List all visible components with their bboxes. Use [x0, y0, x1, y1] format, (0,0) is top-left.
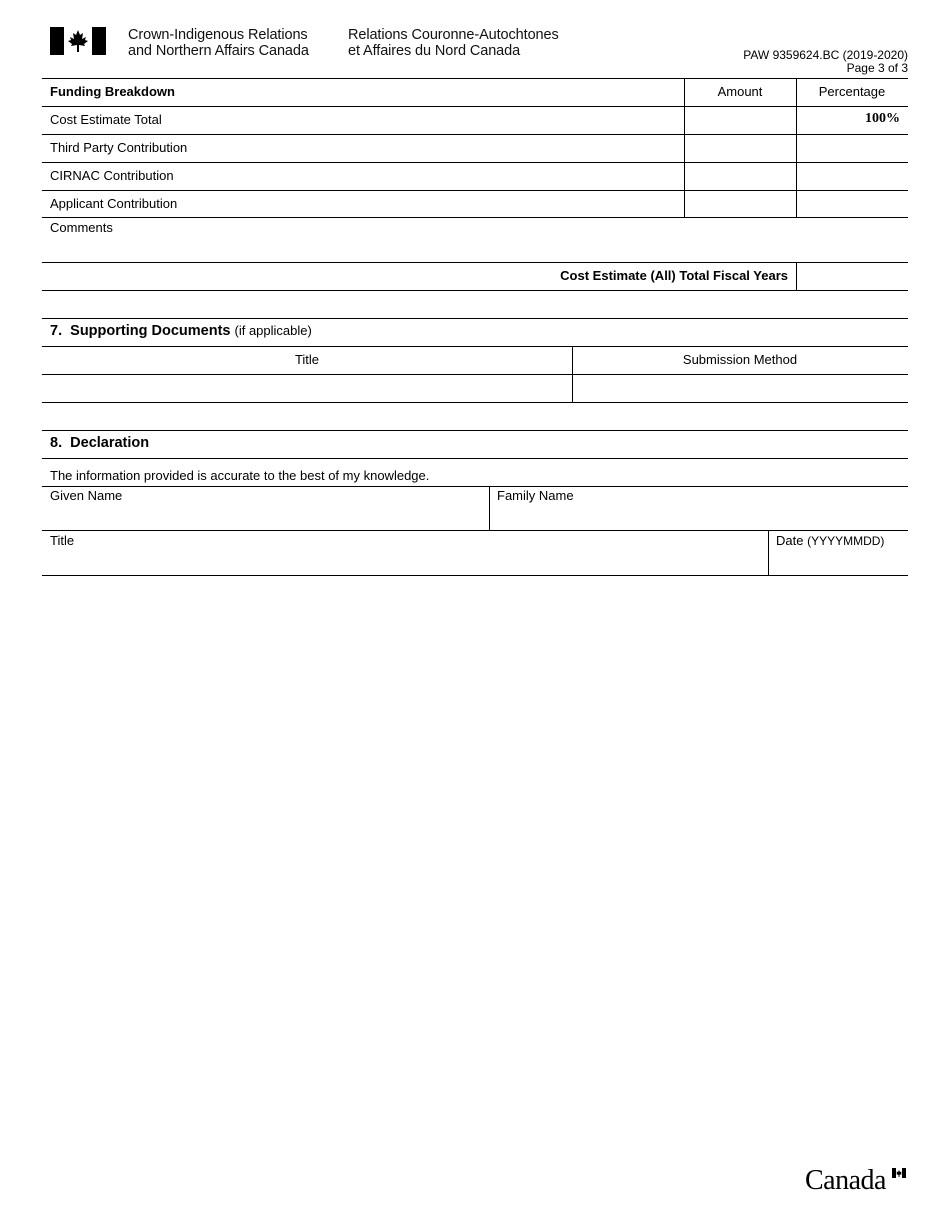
cost-estimate-total-percentage: 100% [865, 111, 900, 126]
applicant-amount-input[interactable] [686, 192, 798, 218]
department-name-fr-line1: Relations Couronne-Autochtones [348, 27, 559, 43]
family-name-label: Family Name [497, 488, 574, 503]
cirnac-amount-input[interactable] [686, 164, 798, 190]
applicant-contribution-label: Applicant Contribution [50, 196, 178, 211]
date-input[interactable] [774, 550, 908, 574]
declaration-statement: The information provided is accurate to the best of my knowledge. [50, 468, 430, 483]
title-input[interactable] [48, 550, 766, 574]
given-name-input[interactable] [48, 505, 488, 529]
form-number: PAW 9359624.BC (2019-2020) [743, 48, 908, 62]
section-number: 8. [50, 435, 63, 451]
title-label: Title [50, 533, 75, 548]
cirnac-contribution-label: CIRNAC Contribution [50, 168, 174, 183]
date-format-hint: (YYYYMMDD) [807, 534, 885, 548]
submission-method-column-header: Submission Method [682, 352, 798, 367]
submission-method-input[interactable] [576, 377, 908, 401]
department-name-fr-line2: et Affaires du Nord Canada [348, 43, 521, 59]
supporting-documents-heading [50, 323, 312, 339]
canada-flag-logo [50, 27, 106, 55]
funding-breakdown-header: Funding Breakdown [50, 84, 175, 99]
total-fiscal-years-label: Cost Estimate (All) Total Fiscal Years [560, 268, 788, 283]
comments-label: Comments [50, 220, 113, 235]
third-party-amount-input[interactable] [686, 136, 798, 162]
date-label-text: Date [776, 533, 804, 548]
document-title-input[interactable] [46, 377, 572, 401]
amount-column-header: Amount [717, 84, 763, 99]
given-name-label: Given Name [50, 488, 123, 503]
page-info: Page 3 of 3 [846, 61, 908, 75]
section-note: (if applicable) [234, 323, 312, 338]
section-number: 7. [50, 323, 63, 339]
section-title: Supporting Documents [70, 323, 231, 339]
cirnac-percentage-input[interactable] [798, 164, 910, 190]
department-name-en-line1: Crown-Indigenous Relations [128, 27, 308, 43]
third-party-percentage-input[interactable] [798, 136, 910, 162]
department-name-en-line2: and Northern Affairs Canada [128, 43, 309, 59]
cost-estimate-total-label: Cost Estimate Total [50, 112, 162, 127]
document-title-column-header: Title [294, 352, 320, 367]
section-title: Declaration [70, 435, 150, 451]
family-name-input[interactable] [495, 505, 907, 529]
comments-input[interactable] [48, 238, 908, 262]
canada-wordmark [805, 1166, 908, 1196]
wordmark-flag-icon [892, 1168, 906, 1178]
total-fiscal-years-input[interactable] [798, 264, 910, 290]
cost-estimate-total-amount-input[interactable] [686, 108, 798, 134]
declaration-heading [50, 435, 149, 451]
date-label [776, 533, 884, 549]
percentage-column-header: Percentage [818, 84, 886, 99]
applicant-percentage-input[interactable] [798, 192, 910, 218]
canada-wordmark-text: Canada [805, 1165, 886, 1196]
third-party-contribution-label: Third Party Contribution [50, 140, 188, 155]
